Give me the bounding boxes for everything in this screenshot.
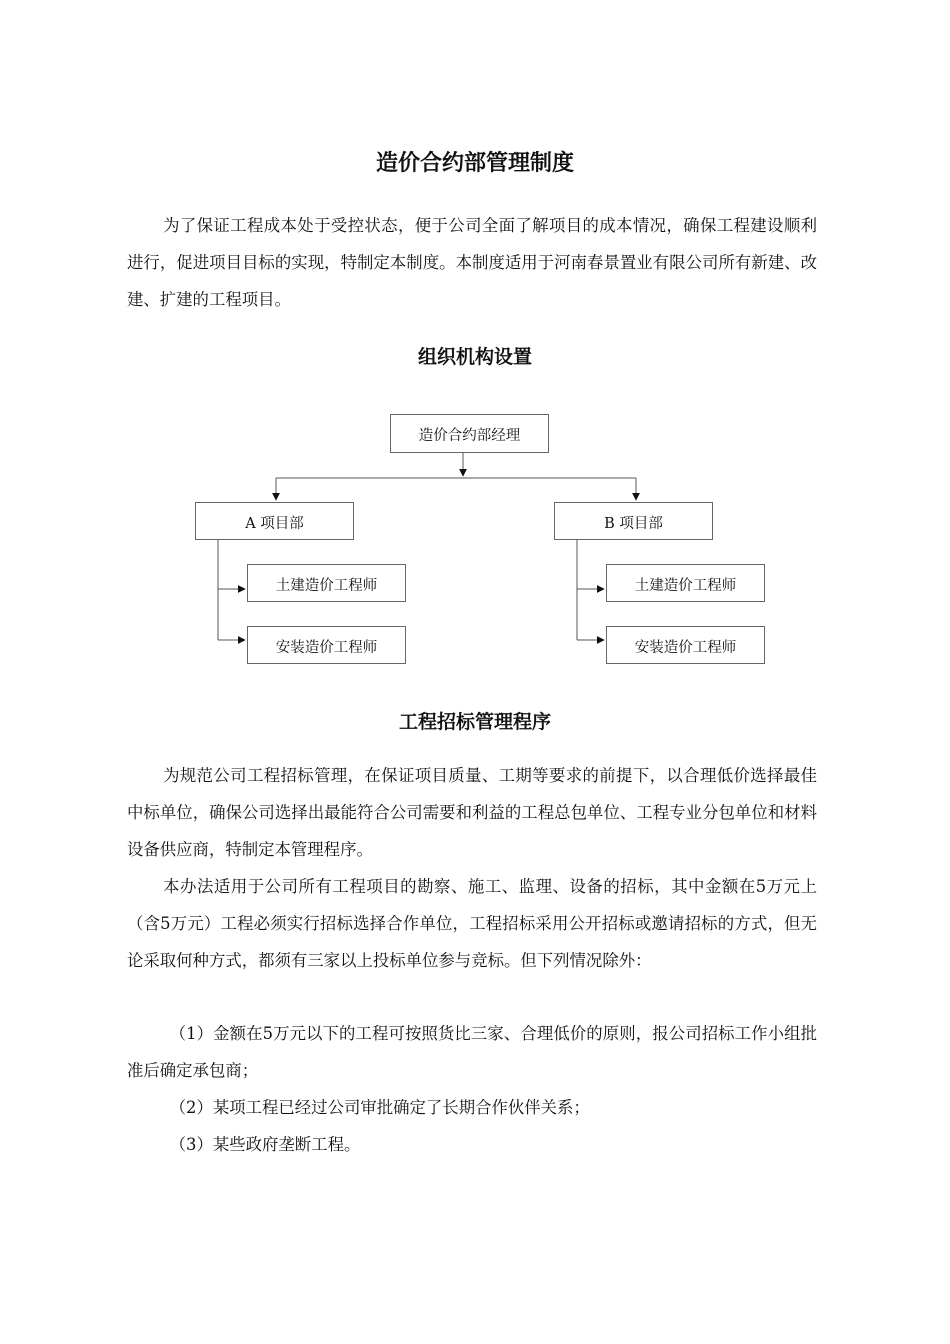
- exception-item-2: （2）某项工程已经过公司审批确定了长期合作伙伴关系；: [169, 1098, 590, 1117]
- org-node-b-install-engineer: 安装造价工程师: [606, 626, 765, 664]
- org-chart: [0, 400, 950, 680]
- exception-item-3: （3）某些政府垄断工程。: [169, 1135, 361, 1154]
- document-title: 造价合约部管理制度: [375, 151, 574, 176]
- bidding-paragraph-1: 为规范公司工程招标管理，在保证项目质量、工期等要求的前提下，以合理低价选择最佳中标单位，确保公司选择出最能符合公司需要和利益的工程总包单位、工程专业分包单位和材料设备供应商，特制定本管理程序。: [127, 766, 817, 859]
- section-heading-bidding: 工程招标管理程序: [398, 711, 551, 733]
- org-node-manager: 造价合约部经理: [390, 414, 549, 453]
- section-heading-org: 组织机构设置: [417, 346, 532, 368]
- bidding-paragraph-2: 本办法适用于公司所有工程项目的勘察、施工、监理、设备的招标，其中金额在5万元上（含5万元）工程必须实行招标选择合作单位，工程招标采用公开招标或邀请招标的方式，但无论采取何种方式，都须有三家以上投标单位参与竞标。但下列情况除外：: [127, 877, 817, 970]
- exception-item-1: （1）金额在5万元以下的工程可按照货比三家、合理低价的原则，报公司招标工作小组批准后确定承包商；: [127, 1024, 817, 1080]
- org-node-dept-a: A 项目部: [195, 502, 354, 540]
- intro-paragraph: 为了保证工程成本处于受控状态，便于公司全面了解项目的成本情况，确保工程建设顺利进行，促进项目目标的实现，特制定本制度。本制度适用于河南春景置业有限公司所有新建、改建、扩建的工程项目。: [127, 216, 817, 309]
- org-node-dept-b: B 项目部: [554, 502, 713, 540]
- org-node-a-install-engineer: 安装造价工程师: [247, 626, 406, 664]
- org-node-b-civil-engineer: 土建造价工程师: [606, 564, 765, 602]
- org-node-a-civil-engineer: 土建造价工程师: [247, 564, 406, 602]
